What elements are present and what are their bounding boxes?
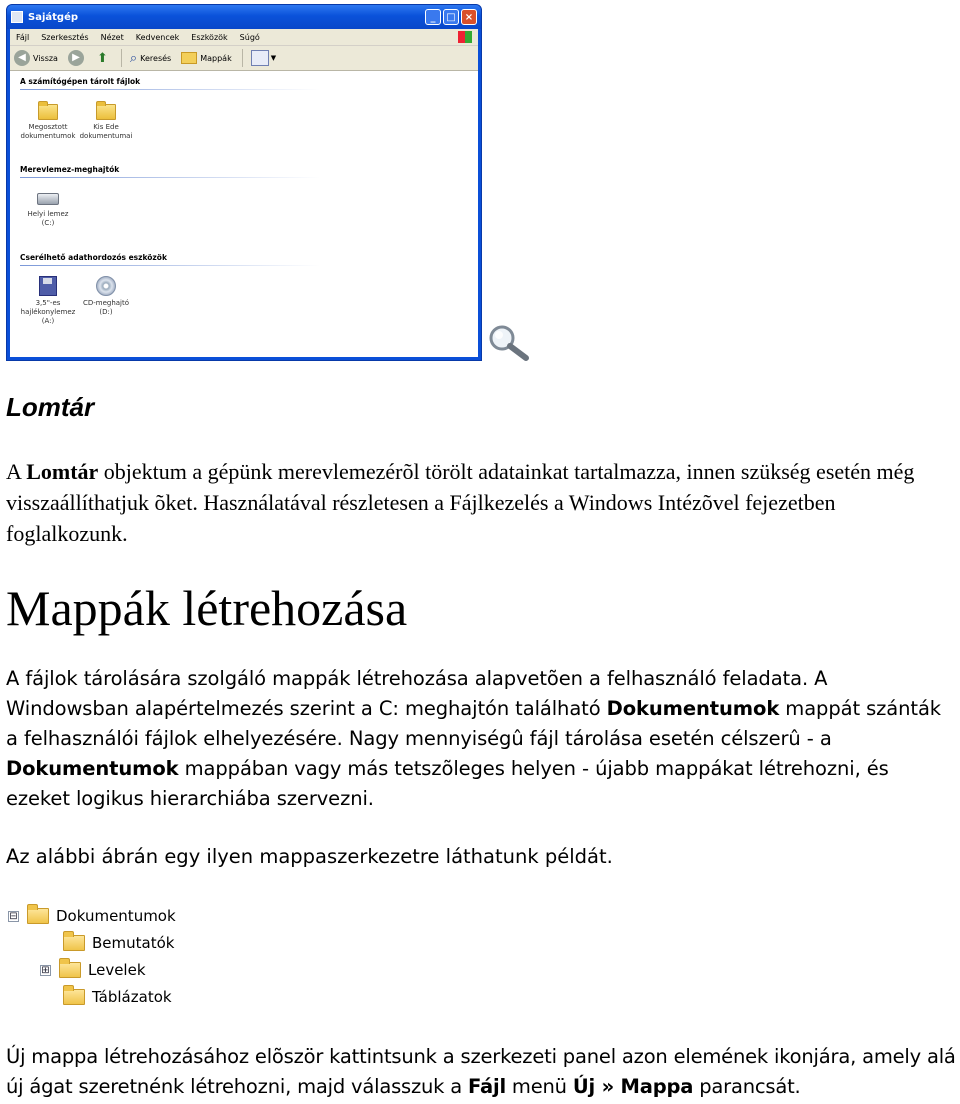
text-run: objektum a gépünk merevlemezérõl törölt adatainkat tartalmazza, innen szükség esetén még visszaállíthatjuk õket. Használatával részletesen a Fájlkezelés a Windows Intézõvel fejezetben foglalkozunk. — [6, 459, 915, 546]
text-run: mappát szánták a felhasználói fájlok elhelyezésére. Nagy mennyiségû fájl tárolása esetén célszerû - a — [6, 697, 941, 750]
folder-icon — [59, 962, 81, 978]
local-disk-item[interactable] — [18, 190, 78, 228]
folder-tree — [8, 904, 208, 1014]
cd-drive-item[interactable] — [76, 276, 136, 317]
folders-label: Mappák — [200, 53, 232, 63]
folder-icon — [63, 935, 85, 951]
group-title: Cserélhető adathordozós eszközök — [20, 253, 167, 262]
up-folder-icon: ⬆ — [96, 50, 108, 66]
text-run: parancsát. — [693, 1075, 801, 1098]
tree-item-bemutatok[interactable] — [63, 932, 174, 954]
toolbar-separator — [121, 49, 122, 67]
folders-paragraph — [6, 664, 956, 814]
bold-term: Fájl — [468, 1075, 506, 1098]
menu-bar — [10, 29, 478, 46]
search-label: Keresés — [140, 53, 172, 63]
menu-help[interactable]: Súgó — [239, 32, 260, 42]
item-label-line1: Helyi lemez — [27, 210, 69, 218]
tree-item-label: Bemutatók — [92, 934, 175, 952]
item-label-line1: Megosztott — [28, 123, 68, 131]
tree-item-label: Dokumentumok — [56, 907, 176, 925]
text-run: A fájlok tárolására szolgáló mappák létrehozása alapvetõen a felhasználó feladata. A Windowsban alapértelmezés szerint a C: meghajtón található — [6, 667, 828, 720]
user-documents-item[interactable] — [76, 104, 136, 141]
item-label-line1: Kis Ede — [93, 123, 119, 131]
recycle-bin-heading: Lomtár — [6, 392, 95, 422]
menu-tools[interactable]: Eszközök — [191, 32, 228, 42]
tree-item-label: Táblázatok — [92, 988, 172, 1006]
menu-file[interactable]: Fájl — [16, 32, 30, 42]
back-arrow-icon: ◀ — [14, 50, 30, 66]
collapse-icon[interactable]: ⊟ — [9, 910, 18, 922]
expand-icon[interactable]: ⊞ — [41, 964, 50, 976]
menu-edit[interactable]: Szerkesztés — [41, 32, 89, 42]
group-divider — [20, 177, 320, 178]
up-button[interactable] — [97, 51, 111, 66]
magnifier-icon[interactable] — [486, 322, 534, 364]
folders-icon — [181, 52, 197, 64]
tree-item-tablazatok[interactable] — [63, 986, 172, 1008]
new-folder-paragraph — [6, 1042, 956, 1102]
forward-arrow-icon: ▶ — [68, 50, 84, 66]
group-title: A számítógépen tárolt fájlok — [20, 77, 141, 86]
item-label-line1: 3,5"-es — [35, 299, 61, 307]
minimize-button[interactable]: _ — [425, 9, 441, 25]
toolbar — [10, 46, 478, 71]
folder-icon — [27, 908, 49, 924]
close-button[interactable]: × — [461, 9, 477, 25]
window-title-bar — [7, 5, 481, 29]
maximize-button[interactable]: □ — [443, 9, 459, 25]
floppy-icon — [39, 276, 57, 296]
text-run: mappában vagy más tetszõleges helyen - újabb mappákat létrehozni, és ezeket logikus hierarchiába szervezni. — [6, 757, 889, 810]
recycle-bin-paragraph — [6, 456, 956, 549]
shared-documents-item[interactable] — [18, 104, 78, 141]
item-label-line2: hajlékonylemez — [20, 308, 76, 316]
cd-drive-icon — [96, 276, 116, 296]
group-divider — [20, 89, 320, 90]
folder-icon — [38, 104, 58, 120]
creating-folders-heading: Mappák létrehozása — [6, 580, 408, 636]
tree-item-levelek[interactable] — [40, 959, 146, 981]
item-label-line3: (A:) — [41, 317, 55, 325]
toolbar-separator — [242, 49, 243, 67]
tree-item-label: Levelek — [88, 961, 146, 979]
views-icon — [251, 50, 269, 66]
forward-button[interactable] — [68, 50, 87, 66]
windows-logo-icon — [458, 31, 472, 43]
floppy-drive-item[interactable] — [18, 276, 78, 326]
folder-icon — [63, 989, 85, 1005]
computer-icon — [11, 11, 23, 23]
search-icon: ⌕ — [129, 50, 138, 66]
item-label-line2: (D:) — [99, 308, 113, 316]
chevron-down-icon: ▼ — [270, 54, 277, 62]
folders-button[interactable] — [181, 52, 232, 64]
bold-term: Dokumentumok — [6, 757, 179, 780]
search-button[interactable] — [130, 51, 171, 66]
text-run: Új mappa létrehozásához elõször kattintsunk a szerkezeti panel azon elemének ikonjára, amely alá új ágat szeretnénk létrehozni, majd válasszuk a — [6, 1045, 956, 1098]
views-button[interactable] — [251, 50, 276, 66]
item-label-line2: (C:) — [41, 219, 55, 227]
back-button[interactable] — [14, 50, 58, 66]
menu-view[interactable]: Nézet — [100, 32, 124, 42]
bold-term: Lomtár — [26, 459, 99, 484]
bold-term: Dokumentumok — [606, 697, 780, 720]
my-computer-window-screenshot — [6, 4, 482, 361]
back-label: Vissza — [33, 53, 58, 63]
menu-favorites[interactable]: Kedvencek — [135, 32, 180, 42]
folder-icon — [96, 104, 116, 120]
window-content — [10, 70, 478, 357]
hard-drive-icon — [37, 193, 59, 205]
text-run: A — [6, 459, 27, 484]
item-label-line2: dokumentumai — [79, 132, 133, 140]
bold-term: Új » Mappa — [572, 1075, 694, 1098]
item-label-line1: CD-meghajtó — [82, 299, 130, 307]
tree-item-dokumentumok[interactable] — [8, 905, 176, 927]
window-title: Sajátgép — [28, 11, 79, 23]
example-intro-paragraph: Az alábbi ábrán egy ilyen mappaszerkezetre láthatunk példát. — [6, 845, 613, 868]
window-body — [10, 29, 478, 357]
group-divider — [20, 265, 320, 266]
text-run: menü — [505, 1075, 573, 1098]
group-title: Merevlemez-meghajtók — [20, 165, 120, 174]
item-label-line2: dokumentumok — [20, 132, 76, 140]
